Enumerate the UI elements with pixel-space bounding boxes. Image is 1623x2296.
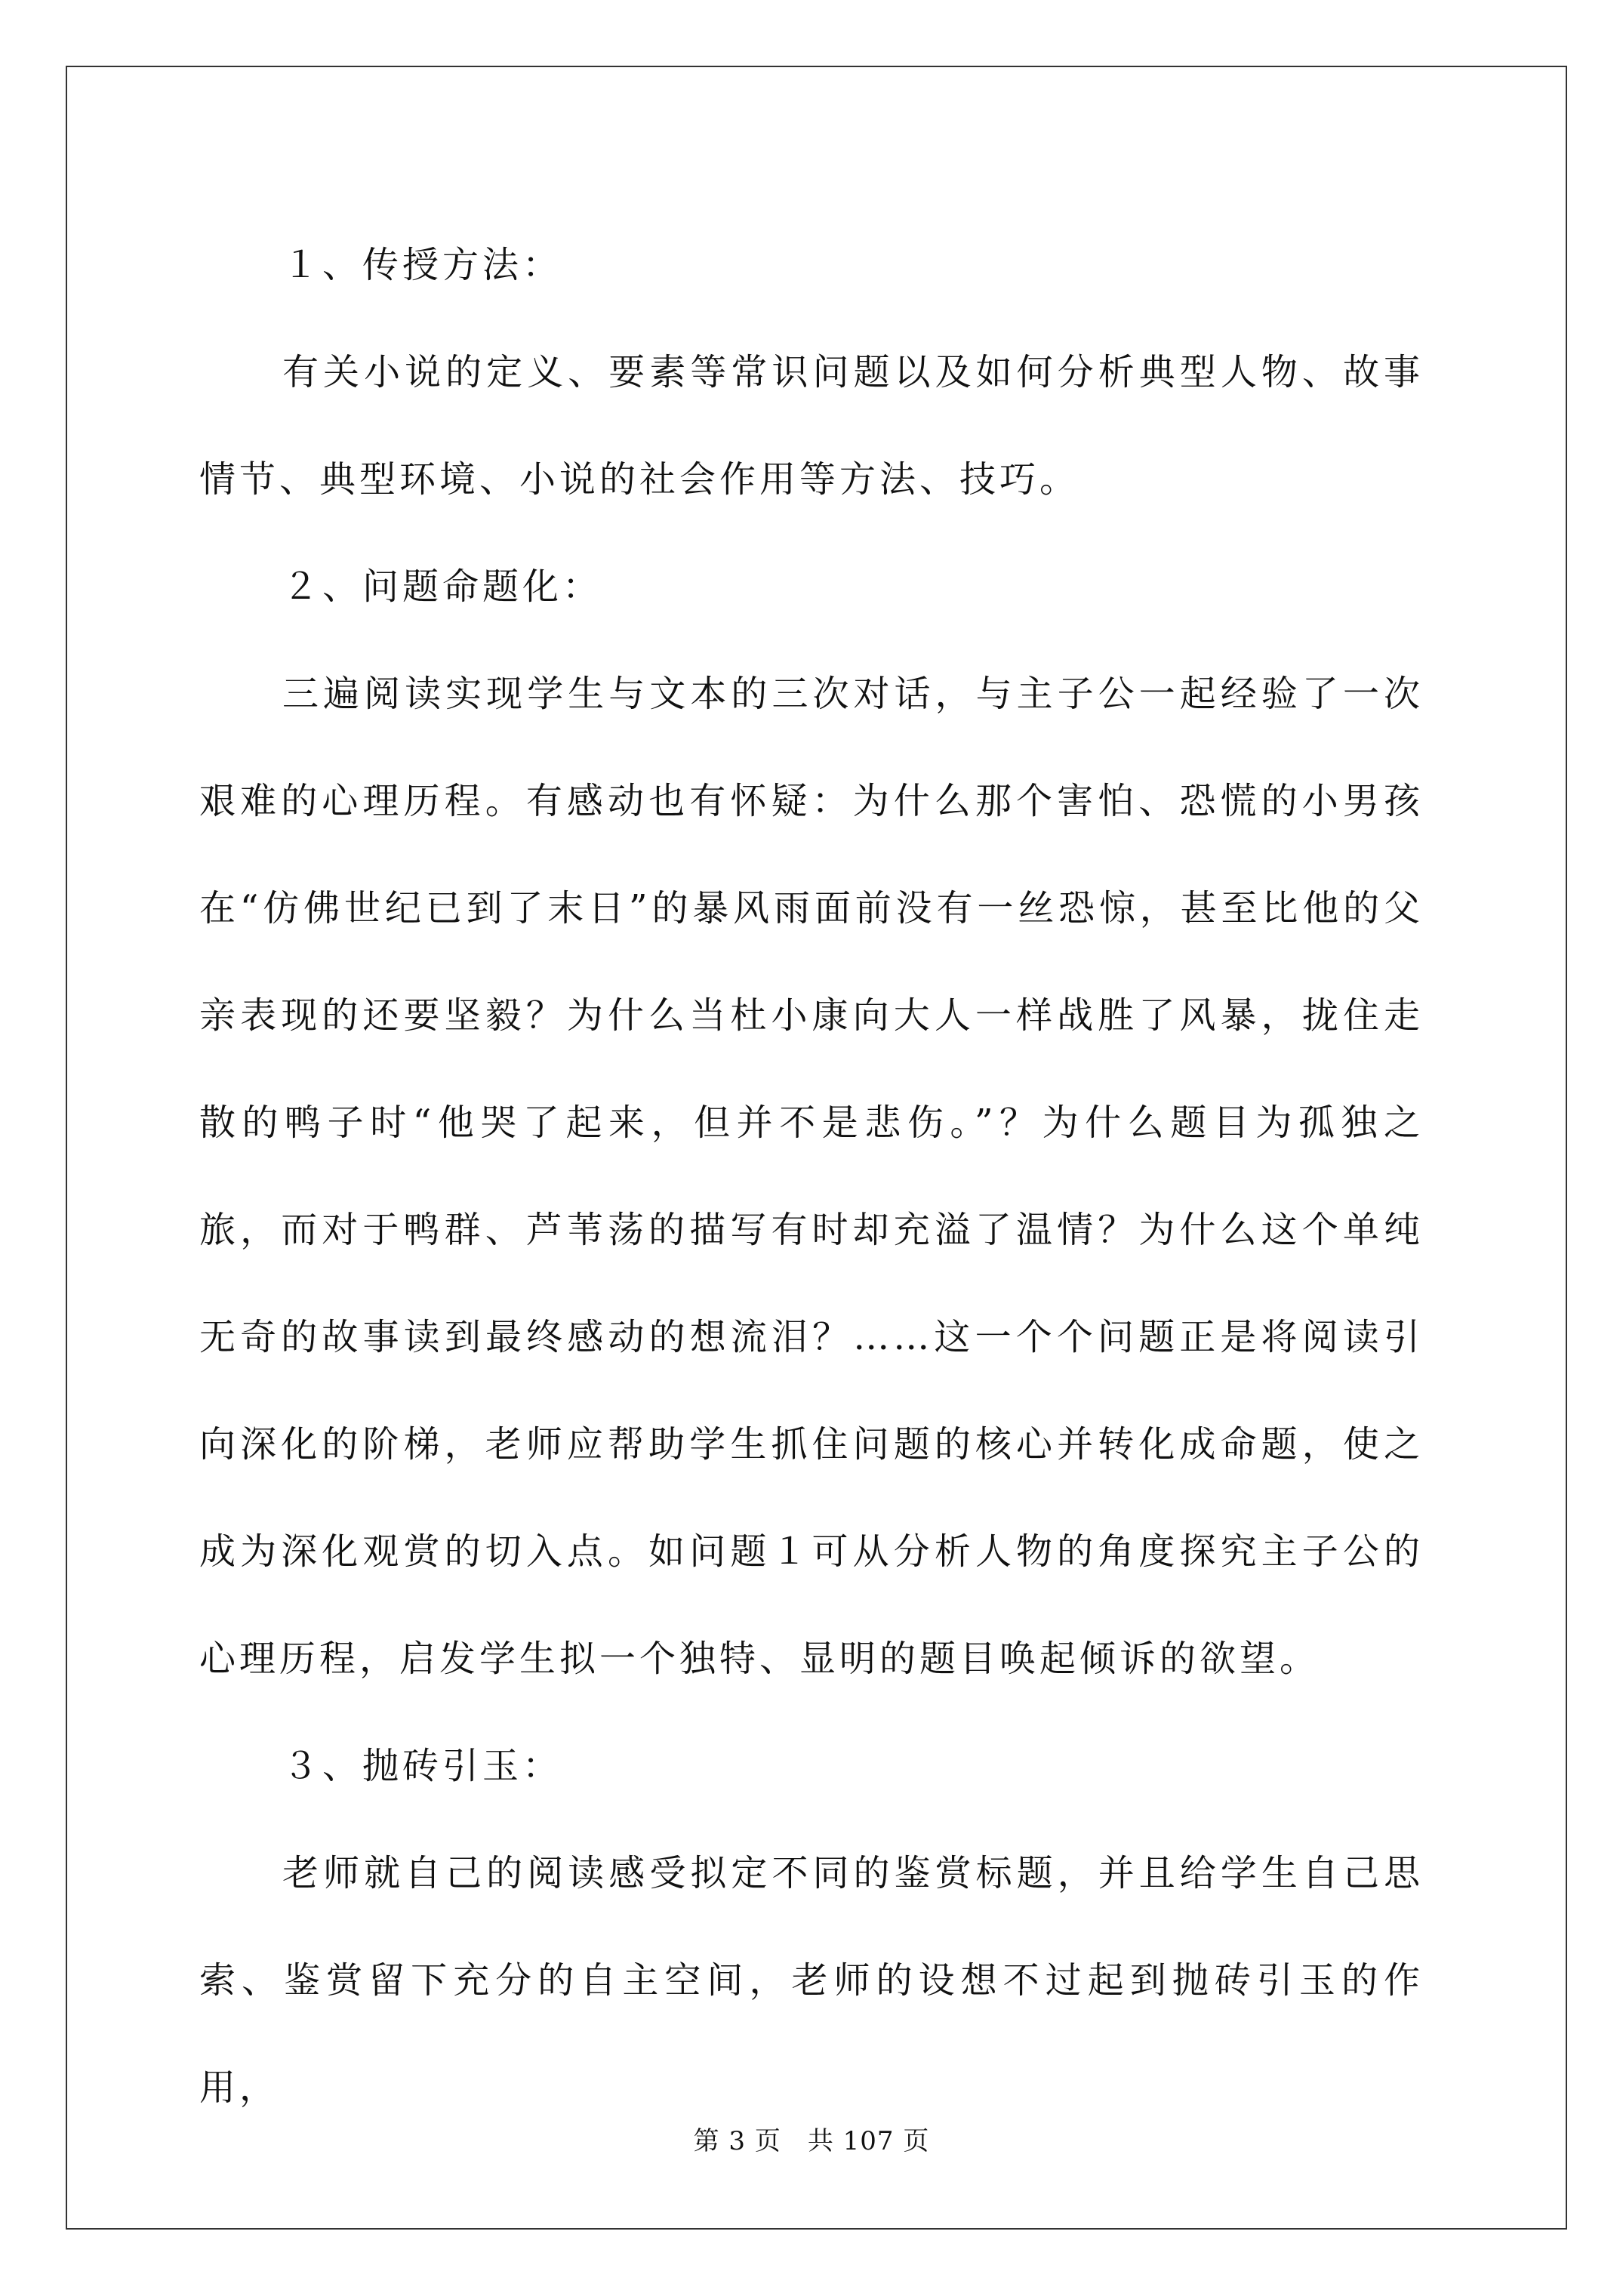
page-number-footer: 第 3 页 共 107 页 — [693, 2126, 930, 2156]
heading-problem-proposition: ２、问题命题化： — [282, 566, 603, 608]
heading-teaching-method: １、传授方法： — [282, 244, 563, 286]
document-body — [199, 211, 1424, 2141]
heading-brick-jade: ３、抛砖引玉： — [282, 1745, 563, 1787]
paragraph-method-details: 有关小说的定义、要素等常识问题以及如何分析典型人物、故事情节、典型环境、小说的社会作用等方法、技巧。 — [199, 351, 1424, 501]
paragraph-problem-details: 三遍阅读实现学生与文本的三次对话，与主子公一起经验了一次艰难的心理历程。有感动也有怀疑：为什么那个害怕、恐慌的小男孩在“仿佛世纪已到了末日”的暴风雨面前没有一丝恐惊，甚至比他的父亲表现的还要坚毅？为什么当杜小康向大人一样战胜了风暴，拢住走散的鸭子时“他哭了起来，但并不是悲伤。”？为什么题目为孤独之旅，而对于鸭群、芦苇荡的描写有时却充溢了温情？为什么这个单纯无奇的故事读到最终感动的想流泪？……这一个个问题正是将阅读引向深化的阶梯，老师应帮助学生抓住问题的核心并转化成命题，使之成为深化观赏的切入点。如问题１可从分析人物的角度探究主子公的心理历程，启发学生拟一个独特、显明的题目唤起倾诉的欲望。 — [199, 673, 1424, 1680]
paragraph-brick-jade-details: 老师就自己的阅读感受拟定不同的鉴赏标题，并且给学生自己思索、鉴赏留下充分的自主空间，老师的设想不过起到抛砖引玉的作用， — [199, 1852, 1424, 2109]
